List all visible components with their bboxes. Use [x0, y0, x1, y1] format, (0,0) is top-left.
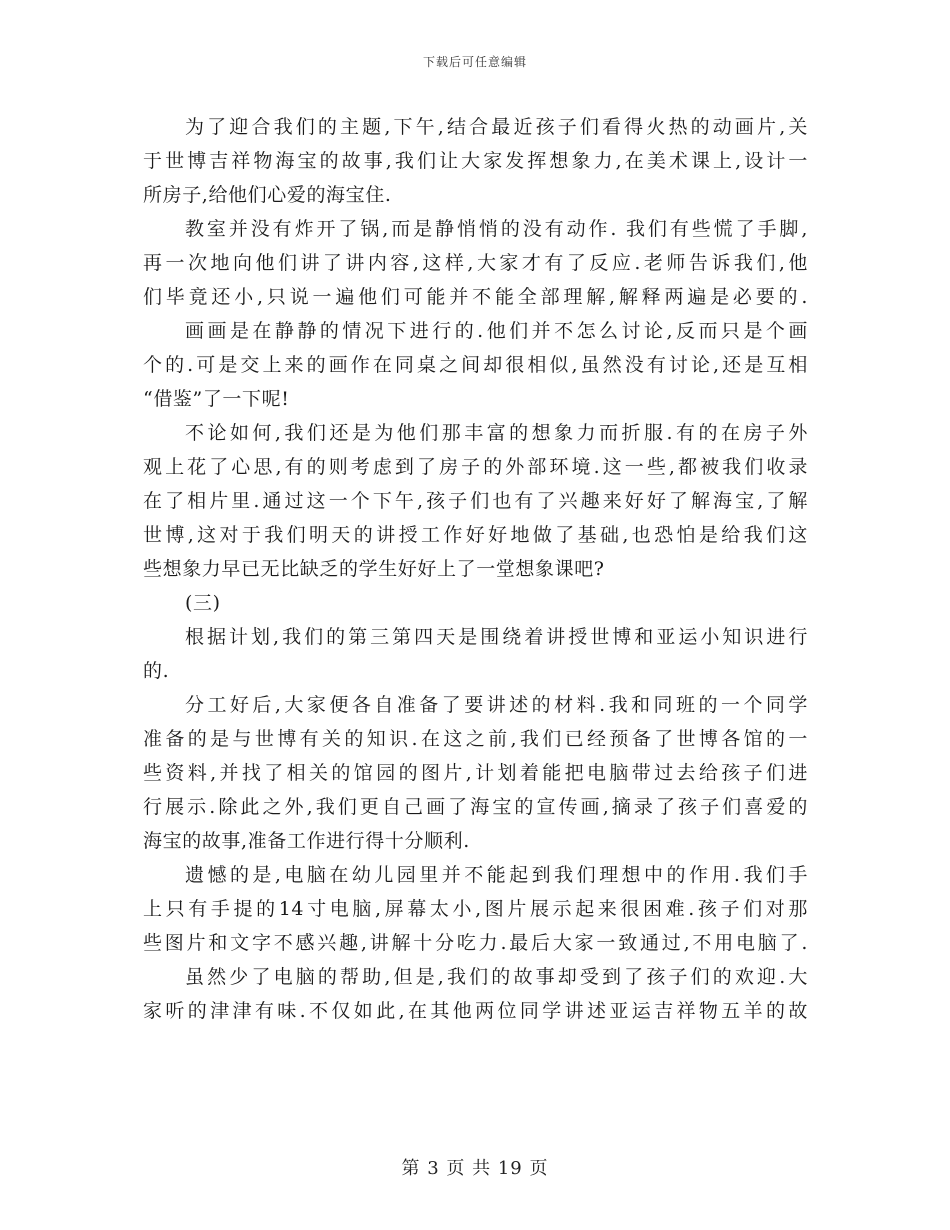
text-line: 为了迎合我们的主题,下午,结合最近孩子们看得火热的动画片,关: [185, 116, 808, 138]
text-line: 上只有手提的14寸电脑,屏幕太小,图片展示起来很困难.孩子们对那: [143, 898, 808, 920]
text-line: 虽然少了电脑的帮助,但是,我们的故事却受到了孩子们的欢迎.大: [185, 966, 808, 988]
text-line: 画画是在静静的情况下进行的.他们并不怎么讨论,反而只是个画: [185, 320, 808, 342]
text-line: 个的.可是交上来的画作在同桌之间却很相似,虽然没有讨论,还是互相: [143, 354, 808, 376]
text-line: 的.: [143, 660, 170, 682]
text-line: 准备的是与世博有关的知识.在这之前,我们已经预备了世博各馆的一: [143, 728, 808, 750]
text-line: 不论如何,我们还是为他们那丰富的想象力而折服.有的在房子外: [185, 422, 808, 444]
text-line: 根据计划,我们的第三第四天是围绕着讲授世博和亚运小知识进行: [185, 626, 808, 648]
document-body: [143, 110, 808, 1028]
text-line: 些想象力早已无比缺乏的学生好好上了一堂想象课吧?: [143, 558, 605, 580]
text-line: 遗憾的是,电脑在幼儿园里并不能起到我们理想中的作用.我们手: [185, 864, 808, 886]
page-number: 第 3 页 共 19 页: [401, 1158, 549, 1179]
section-heading: (三): [185, 592, 221, 614]
text-line: 行展示.除此之外,我们更自己画了海宝的宣传画,摘录了孩子们喜爱的: [143, 796, 808, 818]
text-line: 教室并没有炸开了锅,而是静悄悄的没有动作. 我们有些慌了手脚,: [185, 218, 808, 240]
text-line: “借鉴”了一下呢!: [143, 388, 290, 410]
text-line: 于世博吉祥物海宝的故事,我们让大家发挥想象力,在美术课上,设计一: [143, 150, 808, 172]
text-line: 分工好后,大家便各自准备了要讲述的材料.我和同班的一个同学: [185, 694, 808, 716]
header-note: 下载后可任意编辑: [422, 55, 527, 69]
text-line: 世博,这对于我们明天的讲授工作好好地做了基础,也恐怕是给我们这: [143, 524, 808, 546]
text-line: 些资料,并找了相关的馆园的图片,计划着能把电脑带过去给孩子们进: [143, 762, 808, 784]
text-line: 们毕竟还小,只说一遍他们可能并不能全部理解,解释两遍是必要的.: [143, 286, 808, 308]
text-line: 所房子,给他们心爱的海宝住.: [143, 184, 392, 206]
text-line: 些图片和文字不感兴趣,讲解十分吃力.最后大家一致通过,不用电脑了.: [143, 932, 808, 954]
text-line: 海宝的故事,准备工作进行得十分顺利.: [143, 830, 470, 852]
text-line: 观上花了心思,有的则考虑到了房子的外部环境.这一些,都被我们收录: [143, 456, 808, 478]
text-line: 再一次地向他们讲了讲内容,这样,大家才有了反应.老师告诉我们,他: [143, 252, 808, 274]
text-line: 家听的津津有味.不仅如此,在其他两位同学讲述亚运吉祥物五羊的故: [143, 1000, 808, 1022]
text-line: 在了相片里.通过这一个下午,孩子们也有了兴趣来好好了解海宝,了解: [143, 490, 808, 512]
